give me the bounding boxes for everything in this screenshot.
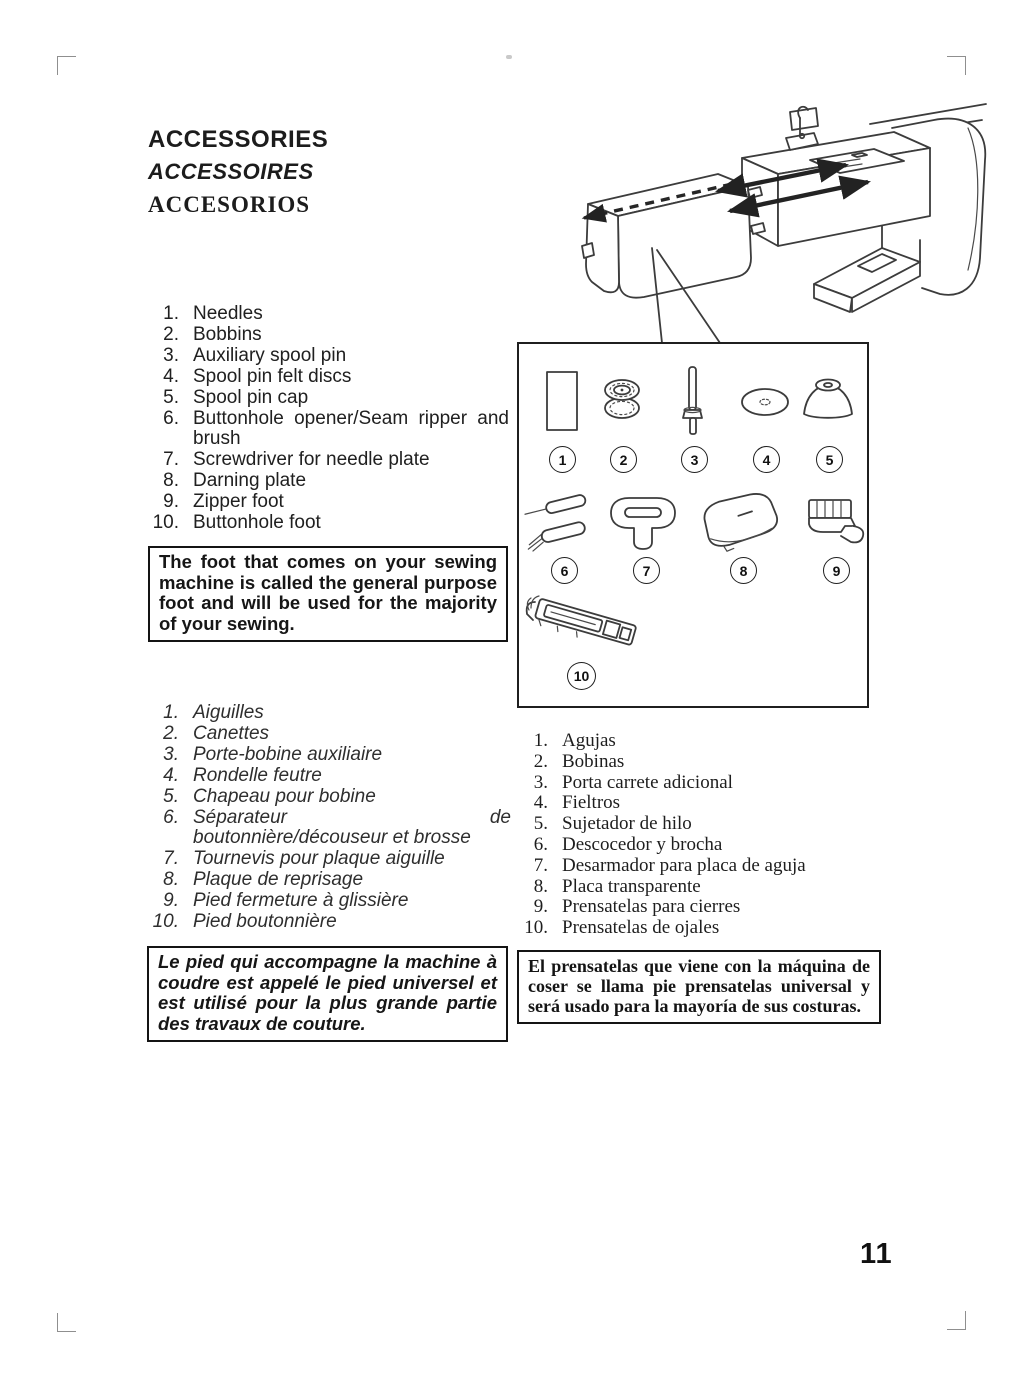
diagram-label-10: 10 — [567, 662, 596, 690]
crop-mark-bottom-left — [57, 1313, 76, 1332]
machine-base-foot — [814, 226, 920, 312]
diagram-label-8: 8 — [730, 557, 757, 584]
accessories-list-french — [145, 703, 511, 933]
accessories-diagram-box — [517, 342, 869, 708]
print-speck — [506, 55, 512, 59]
list-item: 3. Porta carrete adicional — [533, 771, 733, 793]
list-item: 5. Sujetador de hilo — [533, 813, 692, 835]
list-item: 3. Porte-bobine auxiliaire — [163, 743, 383, 765]
list-item: 7. Tournevis pour plaque aiguille — [163, 848, 445, 870]
accessories-list-english — [145, 304, 509, 534]
note-box-french: Le pied qui accompagne la machine à coudre est appelé le pied universel et est utilisé pour la plus grande partie des travaux de couture. — [147, 946, 508, 1042]
diagram-label-6: 6 — [551, 557, 578, 584]
spool-pin-cap-illustration — [798, 362, 858, 446]
extension-table — [582, 174, 765, 298]
list-item: 6. Descocedor y brocha — [533, 833, 723, 855]
heading-french: ACCESSOIRES — [148, 159, 314, 184]
darning-plate-illustration — [691, 486, 783, 560]
table-pin-lower — [751, 223, 765, 234]
accessories-list-spanish — [512, 731, 892, 939]
list-item: 4. Spool pin felt discs — [163, 365, 352, 387]
list-item: 10. Prensatelas de ojales — [524, 917, 720, 939]
list-item: 3. Auxiliary spool pin — [163, 344, 347, 366]
crop-mark-bottom-right — [947, 1311, 966, 1330]
list-item: 8. Placa transparente — [533, 875, 701, 897]
list-item: 4. Fieltros — [533, 792, 621, 814]
crop-mark-top-left — [57, 56, 76, 75]
machine-illustration — [552, 98, 988, 348]
list-item: 9. Zipper foot — [163, 491, 284, 513]
list-item: 2. Canettes — [163, 722, 270, 744]
list-item: 7. Screwdriver for needle plate — [163, 449, 430, 471]
note-box-english: The foot that comes on your sewing machine is called the general purpose foot and will be used for the majority of your sewing. — [148, 546, 508, 642]
list-item: 10. Buttonhole foot — [152, 512, 321, 534]
diagram-label-2: 2 — [610, 446, 637, 473]
list-item: 7. Desarmador para placa de aguja — [533, 854, 806, 876]
list-item: 4. Rondelle feutre — [163, 764, 322, 786]
diagram-label-7: 7 — [633, 557, 660, 584]
crop-mark-top-right — [947, 56, 966, 75]
list-item: 6. Buttonhole opener/Seam ripper and brush — [163, 407, 509, 450]
diagram-label-4: 4 — [753, 446, 780, 473]
list-item: 1. Needles — [163, 303, 263, 324]
list-item: 8. Plaque de reprisage — [163, 869, 364, 891]
list-item: 9. Prensatelas para cierres — [533, 896, 741, 918]
zipper-foot-illustration — [795, 492, 875, 558]
list-item: 8. Darning plate — [163, 470, 307, 492]
seam-ripper-and-brush-illustration — [519, 490, 607, 560]
table-pin-upper — [748, 187, 762, 198]
note-box-spanish: El prensatelas que viene con la máquina de coser se llama pie prensatelas universal y será usado para la mayoría de sus costuras. — [517, 950, 881, 1024]
diagram-label-1: 1 — [549, 446, 576, 473]
diagram-label-3: 3 — [681, 446, 708, 473]
list-item: 2. Bobbins — [163, 323, 262, 345]
diagram-label-5: 5 — [816, 446, 843, 473]
list-item: 1. Agujas — [533, 730, 616, 751]
heading-spanish: ACCESORIOS — [148, 192, 311, 217]
table-latch — [582, 243, 594, 258]
list-item: 5. Chapeau pour bobine — [163, 785, 376, 807]
list-item: 9. Pied fermeture à glissière — [163, 890, 409, 912]
list-item: 10. Pied boutonnière — [152, 911, 337, 933]
list-item: 5. Spool pin cap — [163, 386, 309, 408]
needle-pack-illustration — [531, 362, 591, 446]
bobbins-illustration — [592, 362, 652, 446]
list-item: 2. Bobinas — [533, 750, 625, 772]
list-item: 6. Séparateur de boutonnière/découseur et brosse — [163, 806, 511, 849]
diagram-label-9: 9 — [823, 557, 850, 584]
auxiliary-spool-pin-illustration — [663, 362, 723, 446]
needle-plate-screwdriver-illustration — [603, 490, 683, 560]
presser-foot — [786, 107, 818, 150]
spool-pin-felt-disc-illustration — [735, 362, 795, 446]
page-number: 11 — [860, 1238, 893, 1270]
heading-english: ACCESSORIES — [148, 126, 329, 153]
list-item: 1. Aiguilles — [163, 702, 264, 723]
page-headings — [148, 127, 328, 217]
